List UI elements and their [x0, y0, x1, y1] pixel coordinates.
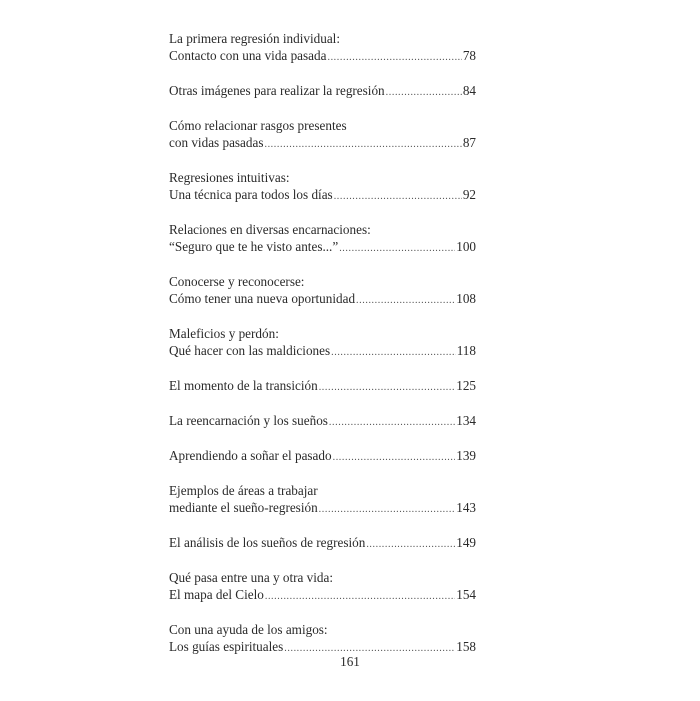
dot-leader: [329, 414, 455, 431]
toc-entry: [169, 82, 476, 101]
toc-entry: [169, 569, 476, 605]
toc-entry-line: [169, 586, 476, 605]
toc-entry-title: El análisis de los sueños de regresión: [169, 535, 366, 550]
toc-page-number: 84: [462, 83, 476, 98]
toc-entry: [169, 325, 476, 361]
dot-leader: [265, 588, 455, 605]
toc-entry: [169, 30, 476, 66]
toc-entry-title-line1: Qué pasa entre una y otra vida:: [169, 570, 334, 585]
dot-leader: [319, 379, 456, 396]
toc-entry-line: [169, 499, 476, 518]
toc-entry-line: [169, 377, 476, 396]
toc-entry-line: [169, 47, 476, 66]
toc-entry-line: [169, 412, 476, 431]
toc-entry-title-line1: Maleficios y perdón:: [169, 326, 279, 341]
dot-leader: [327, 49, 461, 66]
toc-entry: [169, 377, 476, 396]
toc-entry-title-line1: Con una ayuda de los amigos:: [169, 622, 328, 637]
toc-entry-title-line1: La primera regresión individual:: [169, 31, 341, 46]
toc-entry-title-line2: con vidas pasadas: [169, 135, 264, 150]
toc-entry-title-line2: Contacto con una vida pasada: [169, 48, 327, 63]
toc-page-number: 92: [462, 187, 476, 202]
toc-entry-line: [169, 134, 476, 153]
toc-page-number: 125: [456, 378, 476, 393]
toc-entry-title-line1: Cómo relacionar rasgos presentes: [169, 118, 347, 133]
toc-entry: [169, 221, 476, 257]
toc-entry: [169, 447, 476, 466]
toc-page-number: 100: [456, 239, 476, 254]
dot-leader: [334, 188, 462, 205]
toc-page-number: 78: [462, 48, 476, 63]
toc-entry-title-line2: Qué hacer con las maldiciones: [169, 343, 331, 358]
toc-entry: [169, 412, 476, 431]
dot-leader: [356, 292, 455, 309]
toc-page-number: 149: [456, 535, 476, 550]
toc-entry-title-line2: Una técnica para todos los días: [169, 187, 333, 202]
toc-entry: [169, 534, 476, 553]
toc-entry-line: [169, 290, 476, 309]
toc-page-number: 87: [462, 135, 476, 150]
dot-leader: [333, 449, 456, 466]
toc-entry-line: [169, 534, 476, 553]
dot-leader: [386, 84, 462, 101]
toc-entry-title-line2: mediante el sueño-regresión: [169, 500, 318, 515]
dot-leader: [319, 501, 456, 518]
toc-entry-title-line2: Cómo tener una nueva oportunidad: [169, 291, 356, 306]
toc-page-number: 108: [456, 291, 476, 306]
toc-page-number: 158: [456, 639, 476, 654]
table-of-contents: [169, 30, 476, 673]
toc-page-number: 139: [456, 448, 476, 463]
toc-entry: [169, 621, 476, 657]
toc-entry-title-line1: Regresiones intuitivas:: [169, 170, 290, 185]
toc-entry-line: [169, 186, 476, 205]
dot-leader: [366, 536, 455, 553]
toc-page-number: 118: [456, 343, 476, 358]
dot-leader: [331, 344, 456, 361]
toc-entry-title-line2: “Seguro que te he visto antes...”: [169, 239, 339, 254]
toc-entry-line: [169, 82, 476, 101]
toc-entry-title: Aprendiendo a soñar el pasado: [169, 448, 332, 463]
toc-entry-title-line1: Relaciones en diversas encarnaciones:: [169, 222, 371, 237]
toc-page-number: 143: [456, 500, 476, 515]
toc-entry-line: [169, 447, 476, 466]
toc-entry-title-line1: Conocerse y reconocerse:: [169, 274, 305, 289]
toc-entry-line: [169, 238, 476, 257]
toc-entry-title: La reencarnación y los sueños: [169, 413, 328, 428]
dot-leader: [264, 136, 461, 153]
page-number: 161: [340, 654, 360, 669]
toc-entry-title-line1: Ejemplos de áreas a trabajar: [169, 483, 318, 498]
toc-entry: [169, 117, 476, 153]
toc-entry-title-line2: Los guías espirituales: [169, 639, 284, 654]
toc-entry: [169, 273, 476, 309]
toc-page-number: 134: [456, 413, 476, 428]
toc-entry: [169, 482, 476, 518]
toc-entry-title-line2: El mapa del Cielo: [169, 587, 264, 602]
dot-leader: [339, 240, 455, 257]
toc-page-number: 154: [456, 587, 476, 602]
toc-entry-line: [169, 342, 476, 361]
toc-entry-title: Otras imágenes para realizar la regresión: [169, 83, 385, 98]
toc-entry-title: El momento de la transición: [169, 378, 318, 393]
toc-entry: [169, 169, 476, 205]
